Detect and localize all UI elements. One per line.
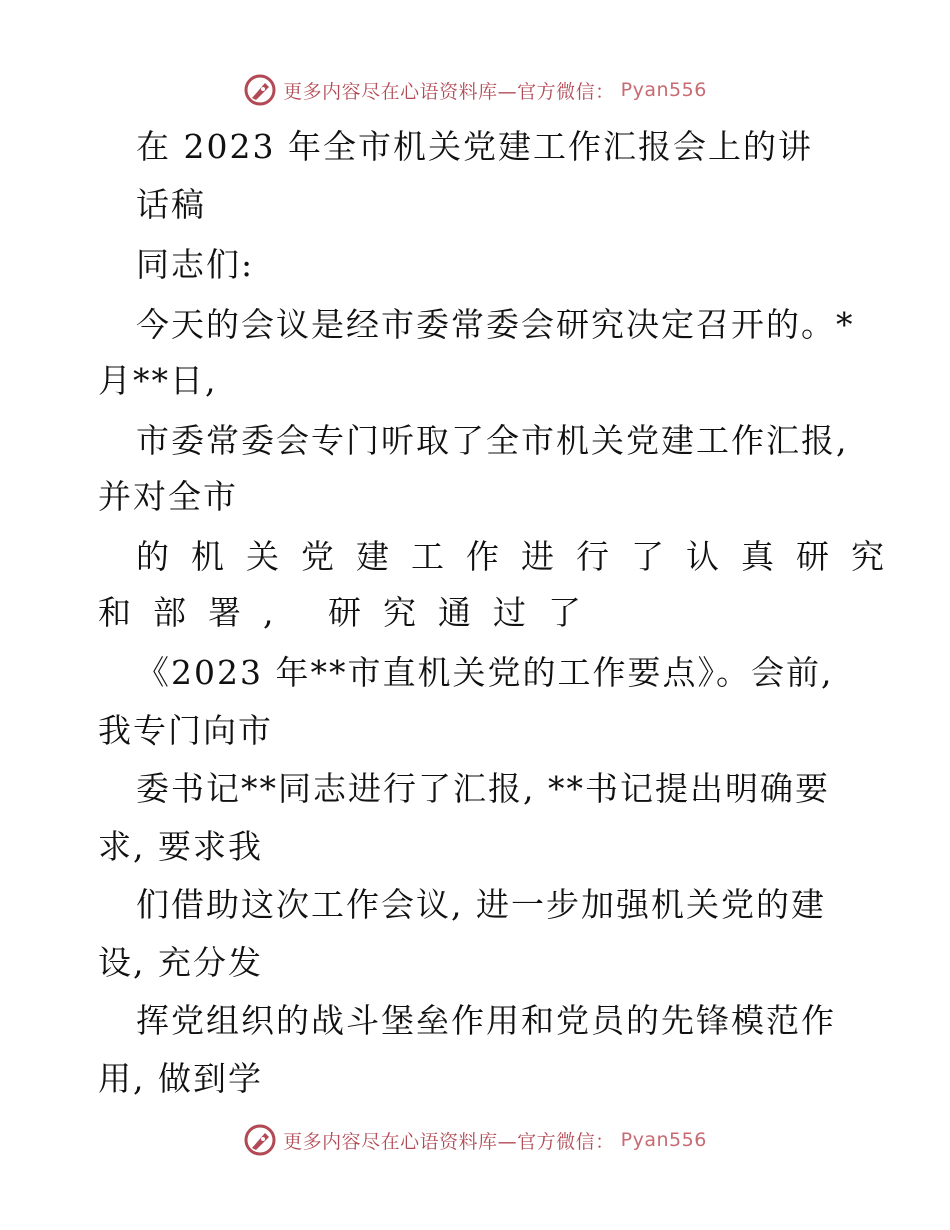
paragraph-line: 求, 要求我 bbox=[98, 827, 263, 866]
paragraph-line: 我专门向市 bbox=[98, 711, 273, 750]
paragraph-line: 挥党组织的战斗堡垒作用和党员的先锋模范作 bbox=[136, 1001, 836, 1040]
paragraph-line: 委书记**同志进行了汇报, **书记提出明确要 bbox=[136, 769, 830, 808]
paragraph-line: 和部署, 研究通过了 bbox=[98, 593, 603, 632]
paragraph-line: 今天的会议是经市委常委会研究决定召开的。* bbox=[136, 305, 855, 344]
paragraph-line: 市委常委会专门听取了全市机关党建工作汇报, bbox=[136, 421, 849, 460]
watermark-group bbox=[243, 73, 707, 107]
paragraph-line: 并对全市 bbox=[98, 477, 238, 516]
paragraph-line: 设, 充分发 bbox=[98, 943, 263, 982]
pen-nib-circle-icon bbox=[243, 73, 277, 107]
watermark-text: 更多内容尽在心语资料库—官方微信： bbox=[283, 80, 615, 103]
watermark-text: 更多内容尽在心语资料库—官方微信： bbox=[283, 1130, 615, 1153]
footer-watermark bbox=[0, 1120, 950, 1160]
pen-nib-circle-icon bbox=[243, 1123, 277, 1157]
header-watermark bbox=[0, 70, 950, 110]
salutation: 同志们: bbox=[136, 245, 255, 284]
paragraph-line: 《2023 年**市直机关党的工作要点》。会前, bbox=[136, 653, 834, 692]
paragraph-line: 月**日, bbox=[98, 361, 218, 400]
watermark-group bbox=[243, 1123, 707, 1157]
paragraph-line: 们借助这次工作会议, 进一步加强机关党的建 bbox=[136, 885, 826, 924]
watermark-id: Pyan556 bbox=[620, 79, 707, 101]
paragraph-line: 用, 做到学 bbox=[98, 1059, 263, 1098]
title-line-1: 在 2023 年全市机关党建工作汇报会上的讲 bbox=[136, 127, 813, 166]
watermark-id: Pyan556 bbox=[620, 1129, 707, 1151]
title-line-2: 话稿 bbox=[136, 185, 206, 224]
paragraph-line: 的机关党建工作进行了认真研究 bbox=[136, 537, 906, 576]
